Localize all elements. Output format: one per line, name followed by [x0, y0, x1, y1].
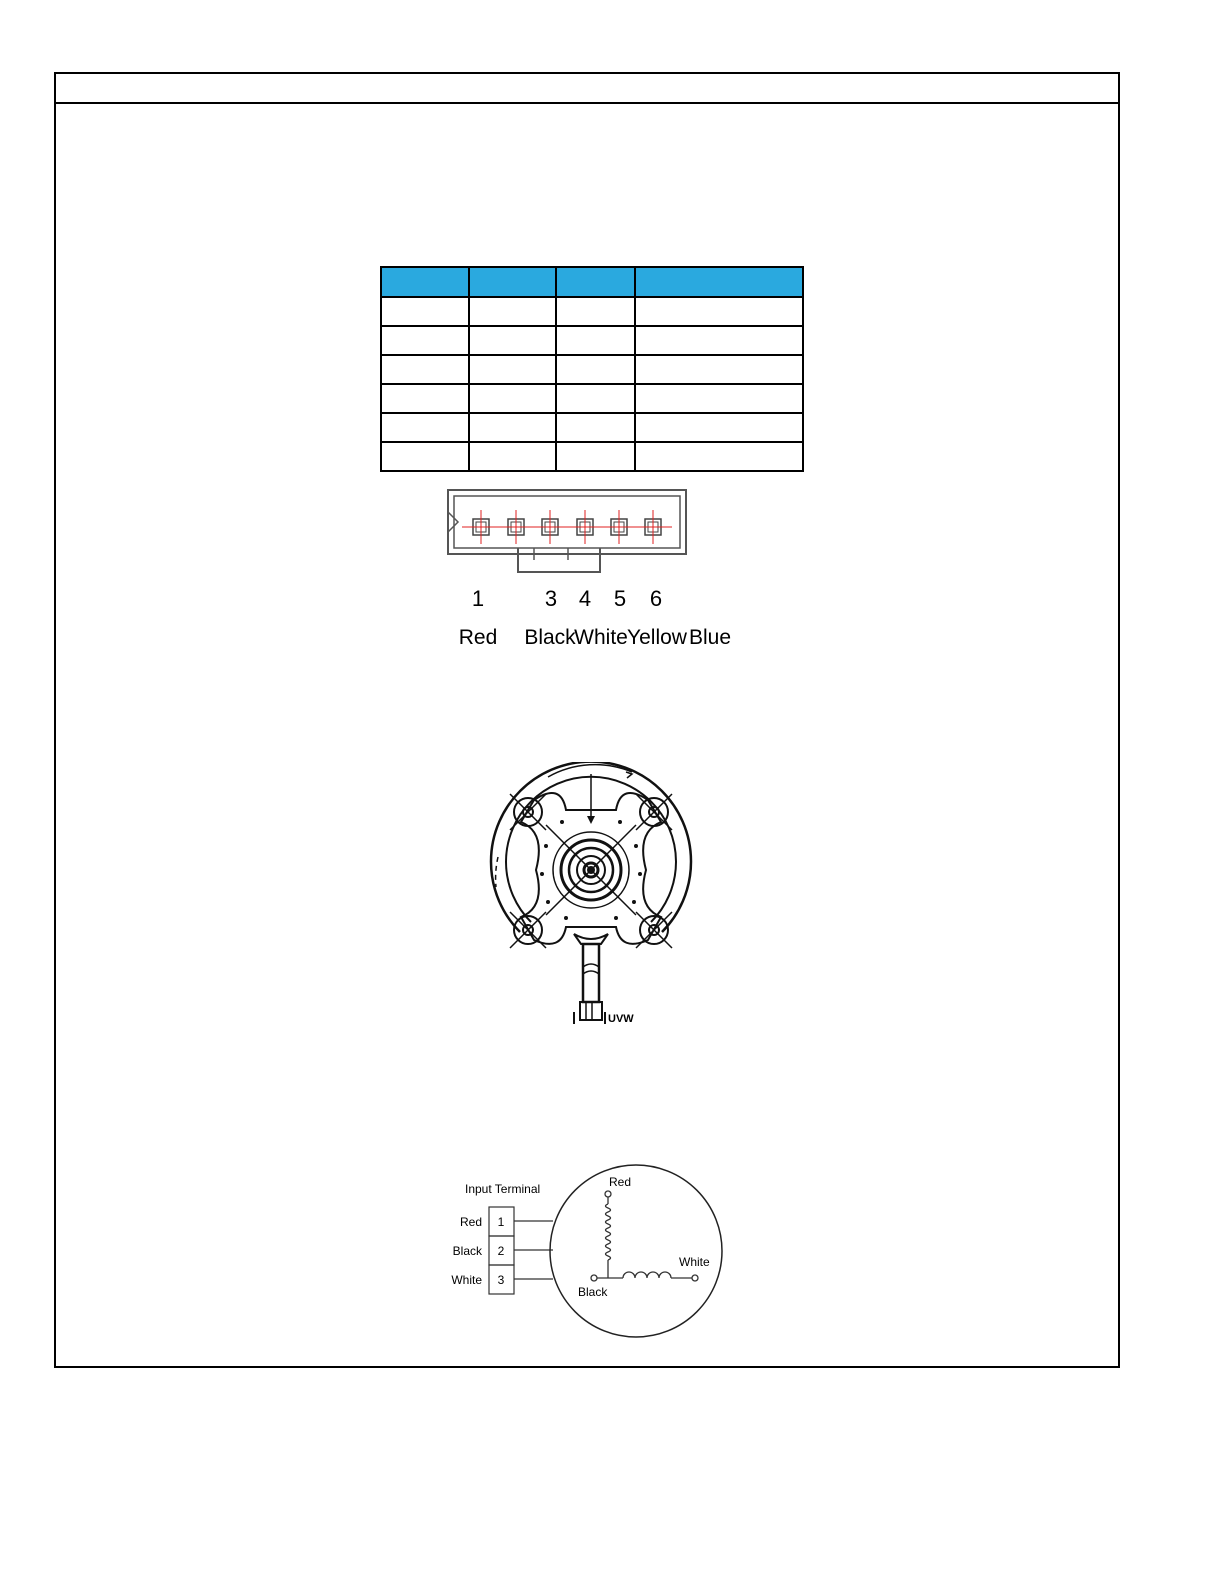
terminal-wire-label: White	[451, 1273, 482, 1287]
pin-wire-color: Blue	[688, 626, 732, 649]
table-header-cell	[556, 267, 635, 297]
coil-label-red: Red	[609, 1175, 632, 1189]
terminal-wire-label: Red	[459, 1215, 482, 1229]
motor-circle	[550, 1165, 722, 1337]
pin-table	[380, 266, 804, 472]
terminal-number: 2	[497, 1244, 505, 1258]
terminal-wire-label: Black	[452, 1244, 482, 1258]
connector-diagram	[440, 482, 740, 657]
wiring-diagram	[440, 1156, 740, 1346]
pin-number: 1	[471, 586, 485, 611]
red-coil	[606, 1204, 611, 1260]
coil-label-white: White	[679, 1255, 710, 1269]
motor-drawing	[486, 762, 696, 1032]
connector-latch	[518, 548, 600, 572]
table-row	[381, 442, 803, 471]
pin-wire-color: Red	[458, 626, 498, 649]
table-row	[381, 355, 803, 384]
pin-number: 3	[544, 586, 558, 611]
table-header-cell	[635, 267, 803, 297]
pin-wire-color: Black	[524, 626, 576, 649]
table-row	[381, 384, 803, 413]
terminal-number: 1	[497, 1215, 505, 1229]
table-row	[381, 413, 803, 442]
table-header-row	[381, 267, 803, 297]
coil-label-black: Black	[578, 1285, 608, 1299]
white-coil	[623, 1272, 671, 1278]
table-row	[381, 326, 803, 355]
terminal-number: 3	[497, 1273, 505, 1287]
motor-plug-marking: UVW	[608, 1013, 634, 1025]
frame-header-bar	[56, 74, 1118, 104]
table-header-cell	[469, 267, 556, 297]
pin-number: 5	[613, 586, 627, 611]
table-row	[381, 297, 803, 326]
motor-plug	[580, 1002, 602, 1020]
pin-number: 6	[649, 586, 663, 611]
input-terminal-label: Input Terminal	[465, 1182, 541, 1196]
pin-wire-color: White	[574, 626, 628, 649]
table-header-cell	[381, 267, 469, 297]
pin-wire-color: Yellow	[627, 626, 687, 649]
pin-number: 4	[578, 586, 592, 611]
